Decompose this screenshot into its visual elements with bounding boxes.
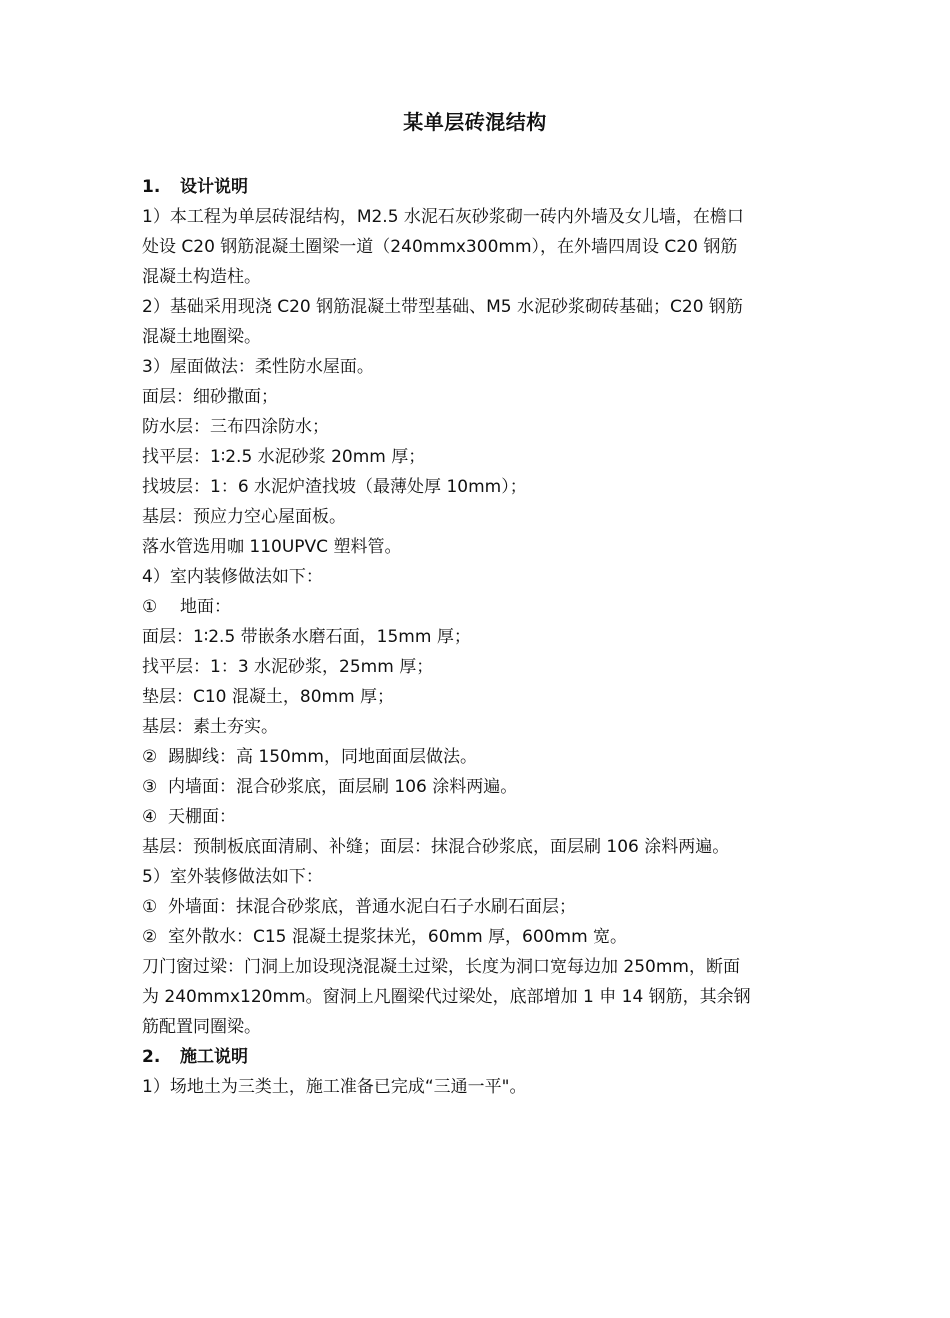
- paragraph-line: 3）屋面做法：柔性防水屋面。: [142, 357, 374, 377]
- circled-number: ①: [142, 597, 158, 617]
- paragraph-line: 垫层：C10 混凝土，80mm 厚；: [142, 687, 395, 707]
- paragraph-line: 面层：1∶2.5 带嵌条水磨石面，15mm 厚；: [142, 627, 471, 647]
- paragraph-line: 混凝土构造柱。: [142, 267, 261, 287]
- paragraph-line: 2）基础采用现浇 C20 钢筋混凝土带型基础、M5 水泥砂浆砌砖基础；C20 钢筋: [142, 297, 743, 317]
- document-title: 某单层砖混结构: [403, 110, 547, 134]
- circled-number: ③: [142, 777, 158, 797]
- list-item-interior-wall: [142, 772, 812, 802]
- section-title: 施工说明: [180, 1047, 248, 1067]
- paragraph-line: 找平层：1∶2.5 水泥砂浆 20mm 厚；: [142, 447, 426, 467]
- section-title: 设计说明: [180, 177, 248, 197]
- section-number: 1.: [142, 177, 161, 197]
- list-item-text: 天棚面：: [168, 807, 236, 827]
- list-item-text: 室外散水：C15 混凝土提浆抹光，60mm 厚，600mm 宽。: [168, 927, 628, 947]
- list-item-skirting: [142, 742, 812, 772]
- paragraph-line: 混凝土地圈梁。: [142, 327, 261, 347]
- paragraph-line: 防水层：三布四涂防水；: [142, 417, 329, 437]
- circled-number: ②: [142, 747, 158, 767]
- paragraph-line: 处设 C20 钢筋混凝土圈梁一道（240mmx300mm），在外墙四周设 C20 钢筋: [142, 237, 738, 257]
- paragraph-line: 刀门窗过梁：门洞上加设现浇混凝土过梁，长度为洞口宽每边加 250mm，断面: [142, 957, 740, 977]
- list-item-floor: [142, 592, 812, 622]
- document-body: [142, 172, 812, 1102]
- paragraph-line: 基层：预制板底面清刷、补缝；面层：抹混合砂浆底，面层刷 106 涂料两遍。: [142, 837, 730, 857]
- list-item-text: 地面：: [180, 597, 231, 617]
- list-item-text: 踢脚线：高 150mm，同地面面层做法。: [168, 747, 477, 767]
- circled-number: ②: [142, 927, 158, 947]
- section-heading-design: [142, 172, 812, 202]
- paragraph-line: 1）本工程为单层砖混结构，M2.5 水泥石灰砂浆砌一砖内外墙及女儿墙，在檐口: [142, 207, 744, 227]
- paragraph-line: 为 240mmx120mm。窗洞上凡圈梁代过梁处，底部增加 1 申 14 钢筋，其余钢: [142, 987, 751, 1007]
- paragraph-line: 4）室内装修做法如下：: [142, 567, 323, 587]
- paragraph-line: 基层：素土夯实。: [142, 717, 278, 737]
- circled-number: ①: [142, 897, 158, 917]
- list-item-text: 内墙面：混合砂浆底，面层刷 106 涂料两遍。: [168, 777, 518, 797]
- section-number: 2.: [142, 1047, 161, 1067]
- paragraph-line: 落水管选用咖 110UPVC 塑料管。: [142, 537, 402, 557]
- paragraph-line: 1）场地土为三类土，施工准备已完成“三通一平"。: [142, 1077, 527, 1097]
- section-heading-construction: [142, 1042, 812, 1072]
- list-item-apron: [142, 922, 812, 952]
- paragraph-line: 找平层：1：3 水泥砂浆，25mm 厚；: [142, 657, 434, 677]
- paragraph-line: 筋配置同圈梁。: [142, 1017, 261, 1037]
- paragraph-line: 找坡层：1：6 水泥炉渣找坡（最薄处厚 10mm）；: [142, 477, 527, 497]
- paragraph-line: 5）室外装修做法如下：: [142, 867, 323, 887]
- list-item-text: 外墙面：抹混合砂浆底，普通水泥白石子水刷石面层；: [168, 897, 576, 917]
- list-item-exterior-wall: [142, 892, 812, 922]
- circled-number: ④: [142, 807, 158, 827]
- paragraph-line: 面层：细砂撒面；: [142, 387, 278, 407]
- paragraph-line: 基层：预应力空心屋面板。: [142, 507, 346, 527]
- list-item-ceiling: [142, 802, 812, 832]
